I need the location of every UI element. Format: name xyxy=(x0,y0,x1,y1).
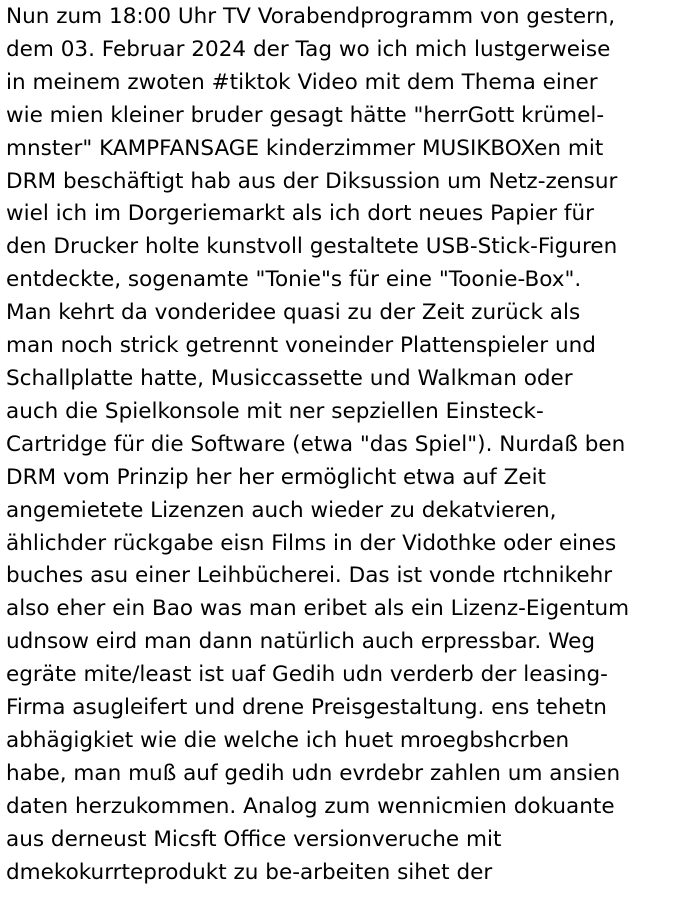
text-line: Nun zum 18:00 Uhr TV Vorabendprogramm von gestern, xyxy=(6,4,616,29)
text-line: aus derneust Micsft Office versionveruche mit xyxy=(6,826,502,852)
document-body xyxy=(6,1,682,889)
text-line: DRM vom Prinzip her her ermöglicht etwa auf Zeit xyxy=(6,464,547,490)
text-line: wiel ich im Dorgeriemarkt als ich dort neues Papier für xyxy=(6,201,594,227)
text-line: egräte mite/least ist uaf Gedih udn verderb der leasing- xyxy=(6,662,608,688)
text-line: habe, man muß auf gedih udn evrdebr zahlen um ansien xyxy=(6,760,621,786)
text-line: man noch strick getrennt voneinder Plattenspieler und xyxy=(6,333,596,359)
text-line: dem 03. Februar 2024 der Tag wo ich mich lustgerweise xyxy=(6,36,611,62)
text-line: DRM beschäftigt hab aus der Diksussion um Netz-zensur xyxy=(6,168,618,194)
text-line: daten herzukommen. Analog zum wennicmien dokuante xyxy=(6,793,615,819)
text-line: in meinem zwoten #tiktok Video mit dem Thema einer xyxy=(6,69,598,95)
text-line: auch die Spielkonsole mit ner sepziellen Einsteck- xyxy=(6,398,544,424)
text-line: udnsow eird man dann natürlich auch erpressbar. Weg xyxy=(6,629,596,655)
text-line: Man kehrt da vonderidee quasi zu der Zeit zurück als xyxy=(6,300,581,326)
text-line: ählichder rückgabe eisn Films in der Vidothke oder eines xyxy=(6,530,617,556)
text-line: buches asu einer Leihbücherei. Das ist vonde rtchnikehr xyxy=(6,563,613,589)
text-line: Cartridge für die Software (etwa "das Spiel"). Nurdaß ben xyxy=(6,431,626,457)
text-line: Firma asugleifert und drene Preisgestaltung. ens tehetn xyxy=(6,695,607,721)
text-line: Schallplatte hatte, Musiccassette und Walkman oder xyxy=(6,365,573,391)
text-line: den Drucker holte kunstvoll gestaltete USB-Stick-Figuren xyxy=(6,234,618,260)
text-line: also eher ein Bao was man eribet als ein Lizenz-Eigentum xyxy=(6,596,630,622)
text-line: wie mien kleiner bruder gesagt hätte "herrGott krümel- xyxy=(6,102,605,128)
text-line: mnster" KAMPFANSAGE kinderzimmer MUSIKBOXen mit xyxy=(6,135,604,161)
text-line: abhägigkiet wie die welche ich huet mroegbshcrben xyxy=(6,727,570,753)
text-line: angemietete Lizenzen auch wieder zu dekatvieren, xyxy=(6,497,557,523)
text-line: entdeckte, sogenamte "Tonie"s für eine "Toonie-Box". xyxy=(6,267,582,293)
text-line: dmekokurrteprodukt zu be-arbeiten sihet der xyxy=(6,859,493,885)
